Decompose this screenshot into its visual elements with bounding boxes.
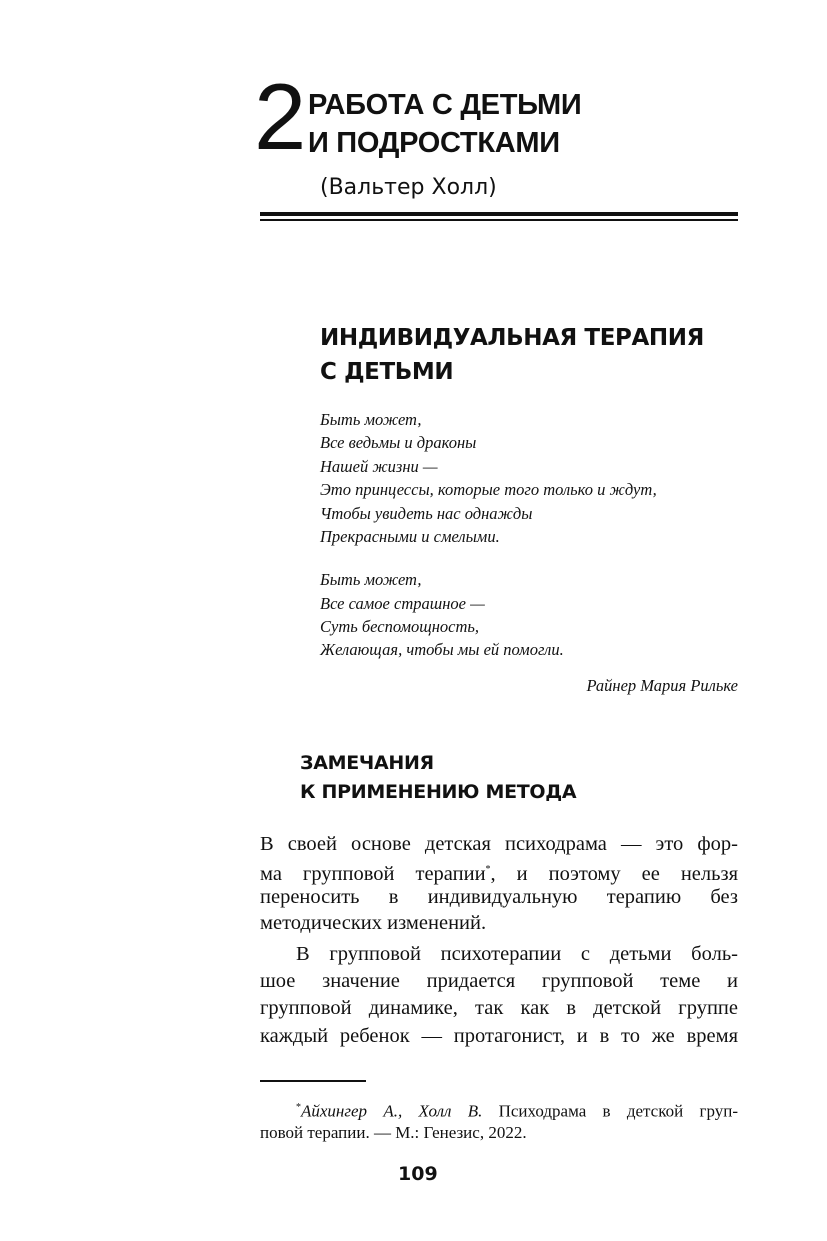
footnote-line-2: повой терапии. — М.: Генезис, 2022. bbox=[260, 1123, 527, 1142]
chapter-title-line-1: РАБОТА С ДЕТЬМИ bbox=[308, 89, 582, 121]
poem-line: Чтобы увидеть нас однажды bbox=[320, 504, 533, 523]
chapter-rule-thin bbox=[260, 219, 738, 221]
chapter-number: 2 bbox=[254, 64, 307, 169]
section-heading-line-2: С ДЕТЬМИ bbox=[320, 359, 454, 385]
poem-line: Это принцессы, которые того только и ждут, bbox=[320, 480, 657, 499]
poem-line: Желающая, чтобы мы ей помогли. bbox=[320, 640, 564, 659]
footnote-rule bbox=[260, 1080, 366, 1082]
poem-line: Суть беспомощность, bbox=[320, 617, 480, 636]
body-line: шое значение придается групповой теме и bbox=[260, 970, 738, 992]
poem-line: Все самое страшное — bbox=[320, 594, 485, 613]
subsection-heading-line-2: К ПРИМЕНЕНИЮ МЕТОДА bbox=[300, 781, 577, 803]
subsection-heading-line-1: ЗАМЕЧАНИЯ bbox=[300, 752, 434, 774]
body-line: переносить в индивидуальную терапию без bbox=[260, 886, 738, 908]
poem-line: Все ведьмы и драконы bbox=[320, 433, 477, 452]
footnote-line-1 bbox=[260, 1098, 738, 1122]
body-line: каждый ребенок — протагонист, и в то же время bbox=[260, 1025, 738, 1047]
poem-line: Быть может, bbox=[320, 410, 422, 429]
chapter-title-line-2: И ПОДРОСТКАМИ bbox=[308, 127, 560, 159]
body-line-part: ма групповой терапии bbox=[260, 862, 486, 885]
body-line: В своей основе детская психодрама — это фор- bbox=[260, 833, 738, 855]
footnote-authors: Айхингер А., Холл В. bbox=[301, 1101, 483, 1121]
page-number: 109 bbox=[398, 1163, 438, 1185]
footnote-reference: * bbox=[485, 864, 491, 875]
body-line: В групповой психотерапии с детьми боль- bbox=[296, 943, 738, 965]
chapter-author: (Вальтер Холл) bbox=[320, 175, 497, 200]
footnote-text: Психодрама в детской груп- bbox=[482, 1101, 738, 1121]
poem-line: Прекрасными и смелыми. bbox=[320, 527, 500, 546]
body-line bbox=[260, 858, 738, 886]
body-line: групповой динамике, так как в детской группе bbox=[260, 997, 738, 1019]
body-line-part: , и поэтому ее нельзя bbox=[490, 862, 738, 885]
body-line: методических изменений. bbox=[260, 912, 487, 934]
section-heading-line-1: ИНДИВИДУАЛЬНАЯ ТЕРАПИЯ bbox=[320, 325, 704, 351]
chapter-rule-thick bbox=[260, 212, 738, 216]
poem-line: Нашей жизни — bbox=[320, 457, 438, 476]
poem-line: Быть может, bbox=[320, 570, 422, 589]
footnote-mark: * bbox=[296, 1102, 301, 1113]
epigraph-attribution: Райнер Мария Рильке bbox=[586, 676, 738, 695]
